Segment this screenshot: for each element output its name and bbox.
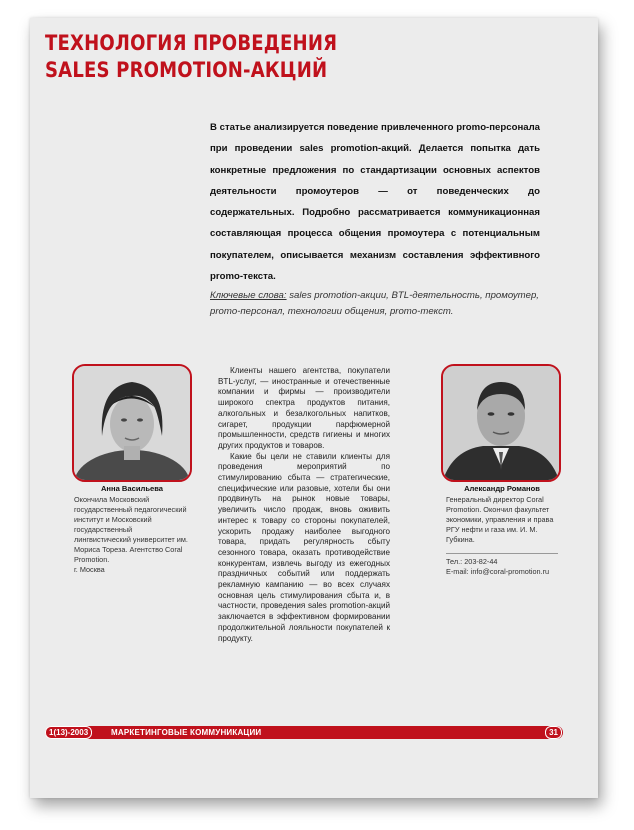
author-name-right: Александр Романов <box>464 484 540 493</box>
title-line-1: ТЕХНОЛОГИЯ ПРОВЕДЕНИЯ <box>45 31 338 55</box>
author-description-right: Генеральный директор Coral Promotion. Окончил факультет экономики, управления и права РГУ нефти и газа им. И. М. Губкина. <box>446 495 554 544</box>
lead-paragraph: В статье анализируется поведение привлеченного promo-персонала при проведении sales promotion-акций. Делается попытка дать конкретные предложения по стандартизации основных аспектов деятельности промоутеров — от поведенческих до содержательных. Подробно рассматривается коммуникационная составляющая процесса общения промоутера с потенциальным покупателем, описывается механизм составления эффективного promo-текста. <box>210 122 540 283</box>
author-photo-left <box>72 364 192 482</box>
body-paragraph-2: Какие бы цели не ставили клиенты для проведения мероприятий по стимулированию сбыта — стратегические, специфические или разовые, хотели бы они продвинуть на рынок новые товары, увеличить число продаж, вновь оживить интерес к товару со стороны покупателей, ускорить продажу наиболее выгодного товара, придать регулярность сбыту сезонного товара, оказать противодействие конкурентам, извлечь выгоду из ежегодных праздничных событий или поддержать рекламную кампанию — во всех случаях основная цель стимулирования сбыта и, в частности, проведения sales promotion-акций заключается в эффективном формировании продолжительной лояльности покупателей к продукту. <box>218 451 390 643</box>
author-bio-right <box>446 484 558 577</box>
author-phone: Тел.: 203-82-44 <box>446 557 498 566</box>
keywords-text: sales promotion-акции, BTL-деятельность, промоутер, promo-персонал, технологии общения, promo-текст. <box>210 290 539 317</box>
body-paragraph-1: Клиенты нашего агентства, покупатели BTL-услуг, — иностранные и отечественные компании и фирмы — производители широкого спектра продуктов питания, алкогольных и безалкогольных напитков, сигарет, продукции парфюмерной промышленности, средств гигиены и многих других продуктов и товаров. <box>218 366 390 450</box>
author-name-left: Анна Васильева <box>100 484 164 493</box>
author-contacts-right <box>446 553 558 577</box>
article-title <box>45 30 337 84</box>
author-description-left: Окончила Московский государственный педагогический институт и Московский государственный лингвистический университет им. Мориса Тореза. Агентство Coral Promotion. <box>74 495 188 564</box>
article-body <box>218 366 390 644</box>
author-bio-left <box>74 484 190 575</box>
keywords-label: Ключевые слова: <box>210 290 287 301</box>
journal-name: МАРКЕТИНГОВЫЕ КОММУНИКАЦИИ <box>111 728 262 737</box>
portrait-man-image <box>443 366 559 480</box>
keywords <box>210 288 540 320</box>
author-photo-right <box>441 364 561 482</box>
page-number: 31 <box>545 726 562 739</box>
page-footer <box>45 726 563 739</box>
author-city-left: г. Москва <box>74 565 105 574</box>
title-line-2: SALES PROMOTION-АКЦИЙ <box>45 58 328 82</box>
issue-badge: 1(13)-2003 <box>45 726 92 739</box>
portrait-woman-image <box>74 366 190 480</box>
author-email: E-mail: info@coral-promotion.ru <box>446 567 550 576</box>
